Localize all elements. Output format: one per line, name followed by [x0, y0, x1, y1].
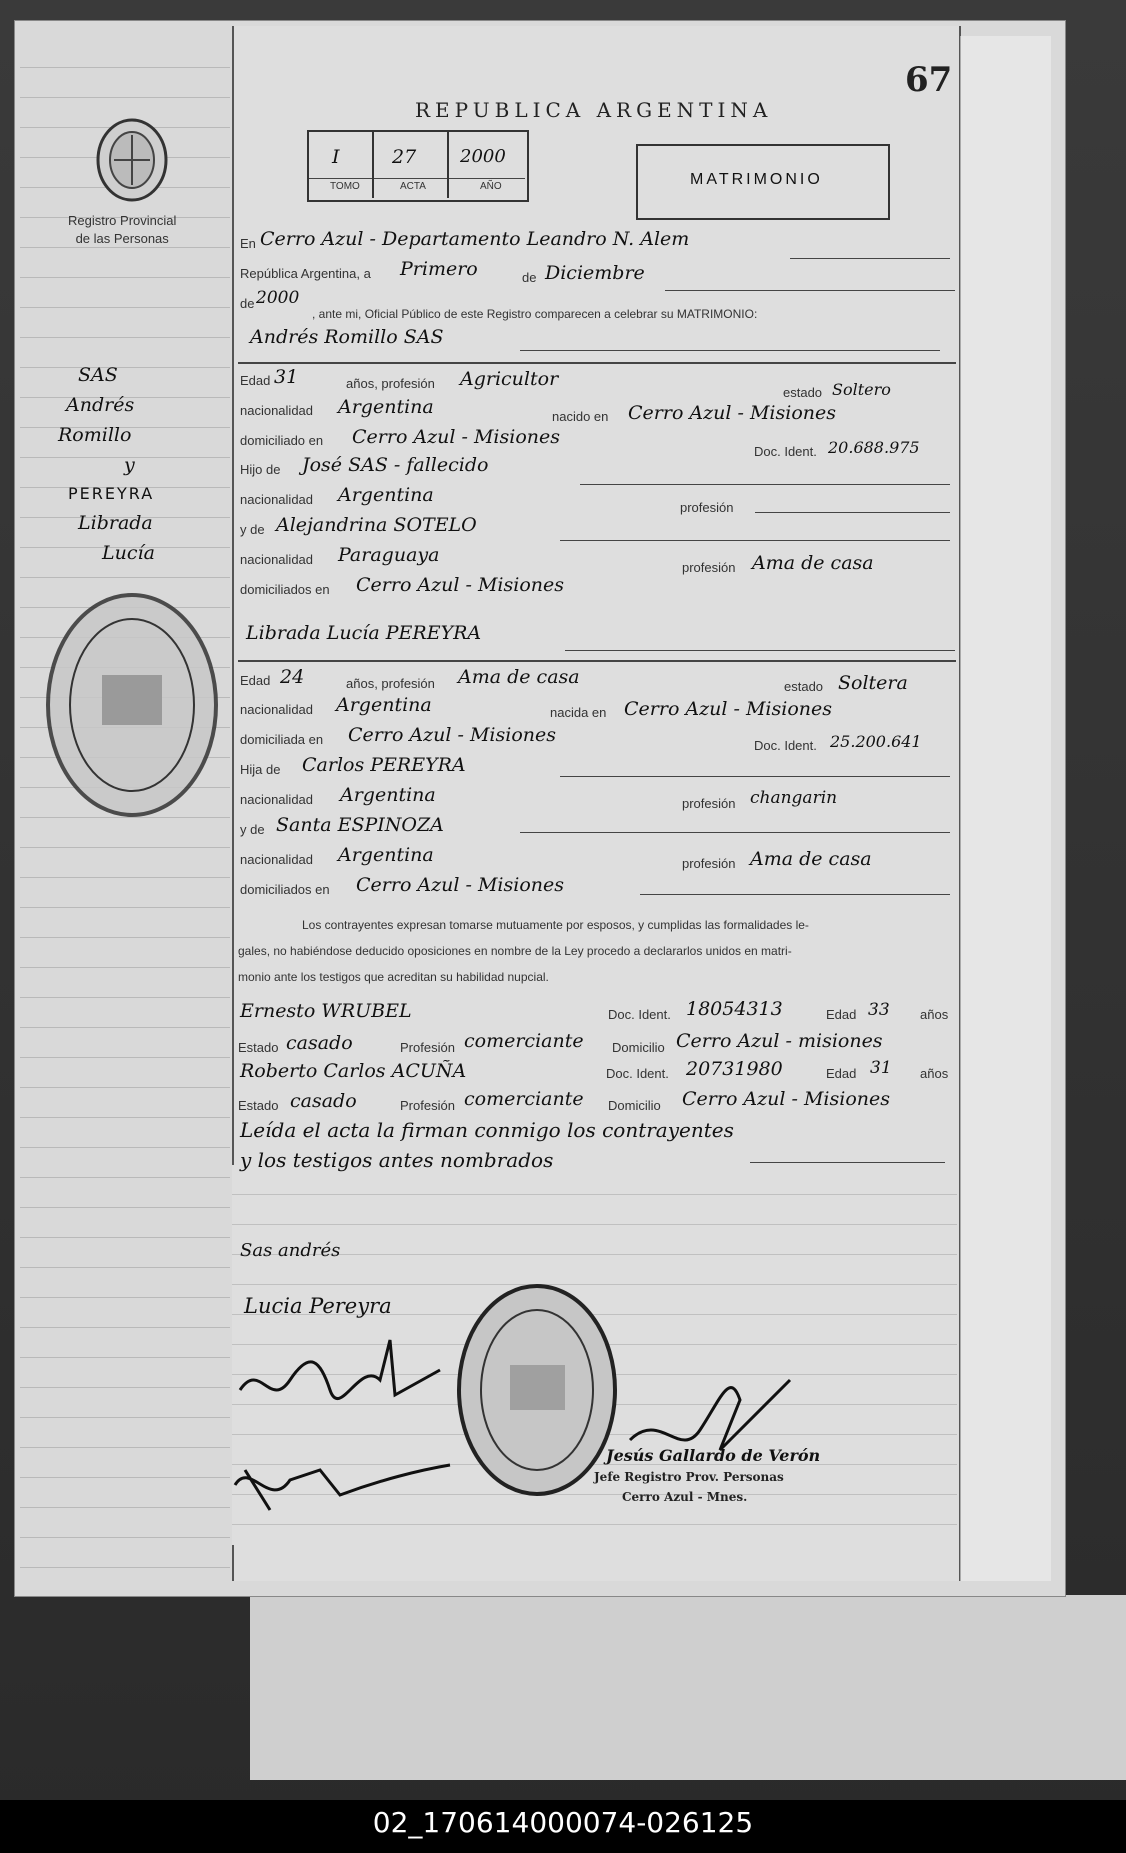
- witness-2-prof-label: Profesión: [400, 1098, 455, 1113]
- declaration-line-3: monio ante los testigos que acreditan su habilidad nupcial.: [238, 970, 549, 984]
- groom-domicile: Cerro Azul - Misiones: [352, 426, 560, 448]
- bride-father: Carlos PEREYRA: [302, 754, 466, 776]
- bride-parents-dom-label: domiciliados en: [240, 882, 330, 897]
- witness-1-dom-label: Domicilio: [612, 1040, 665, 1055]
- groom-edad-label: Edad: [240, 373, 271, 388]
- witness-signatures-icon: [230, 1320, 460, 1520]
- witness-2-estado-label: Estado: [238, 1098, 279, 1113]
- bride-mother-nat-label: nacionalidad: [240, 852, 314, 867]
- bride-mother-prof-label: profesión: [682, 856, 736, 871]
- groom-nacido-label: nacido en: [552, 409, 609, 424]
- groom-parents-dom-label: domiciliados en: [240, 582, 330, 597]
- intro-text: , ante mi, Oficial Público de este Registro comparecen a celebrar su MATRIMONIO:: [312, 307, 758, 321]
- margin-name-1: SAS: [78, 364, 118, 386]
- bride-nationality: Argentina: [336, 694, 432, 716]
- margin-name-7: Lucía: [102, 542, 155, 564]
- declaration-line-1: Los contrayentes expresan tomarse mutuamente por esposos, y cumplidas las formalidades le-: [302, 918, 809, 932]
- bride-nac-label: nacionalidad: [240, 702, 314, 717]
- margin-name-6: Librada: [78, 512, 153, 534]
- groom-hijo-label: Hijo de: [240, 462, 281, 477]
- acta-value: 27: [392, 146, 417, 168]
- coat-of-arms-icon: [92, 115, 172, 205]
- bride-mother-prof: Ama de casa: [750, 848, 872, 870]
- tomo-value: I: [332, 146, 340, 168]
- witness-1-estado-label: Estado: [238, 1040, 279, 1055]
- groom-name: Andrés Romillo SAS: [250, 326, 444, 348]
- record-type: MATRIMONIO: [690, 171, 823, 188]
- bride-yde-label: y de: [240, 822, 265, 837]
- bride-age: 24: [280, 666, 305, 688]
- witness-2-doc: 20731980: [686, 1058, 783, 1080]
- witness-2-name: Roberto Carlos ACUÑA: [240, 1060, 467, 1082]
- acta-label: ACTA: [400, 181, 426, 192]
- margin-name-4: y: [124, 454, 135, 476]
- declaration-line-2: gales, no habiéndose deducido oposiciones en nombre de la Ley procedo a declararlos unidos en matri-: [238, 944, 792, 958]
- groom-mother-nat-label: nacionalidad: [240, 552, 314, 567]
- intro-year: 2000: [256, 288, 300, 308]
- groom-mother: Alejandrina SOTELO: [276, 514, 477, 536]
- groom-father-prof-label: profesión: [680, 500, 734, 515]
- page-number: 67: [905, 60, 953, 100]
- official-name: Jesús Gallardo de Verón: [606, 1446, 821, 1465]
- groom-born: Cerro Azul - Misiones: [628, 402, 836, 424]
- margin-name-3: Romillo: [58, 424, 132, 446]
- margin-name-2: Andrés: [66, 394, 135, 416]
- witness-2-dom: Cerro Azul - Misiones: [682, 1088, 890, 1110]
- intro-month: Diciembre: [545, 262, 645, 284]
- tomo-label: TOMO: [330, 181, 360, 192]
- intro-day: Primero: [400, 258, 478, 280]
- groom-father-nat-label: nacionalidad: [240, 492, 314, 507]
- intro-en-label: En: [240, 236, 256, 251]
- bride-domicile: Cerro Azul - Misiones: [348, 724, 556, 746]
- registry-label: Registro Provincial de las Personas: [68, 213, 177, 246]
- groom-father-nat: Argentina: [338, 484, 434, 506]
- witness-1-prof-label: Profesión: [400, 1040, 455, 1055]
- page-edge: [960, 36, 1051, 1581]
- underlying-page: [250, 1595, 1126, 1780]
- bride-mother: Santa ESPINOZA: [276, 814, 444, 836]
- registry-seal-icon: [44, 590, 224, 820]
- bride-dom-label: domiciliada en: [240, 732, 324, 747]
- ano-label: AÑO: [480, 181, 502, 192]
- image-identifier: 02_170614000074-026125: [372, 1806, 754, 1839]
- witness-1-age: 33: [868, 1000, 890, 1020]
- bride-signature: Lucia Pereyra: [244, 1294, 392, 1318]
- bride-parents-dom: Cerro Azul - Misiones: [356, 874, 564, 896]
- groom-age: 31: [274, 366, 299, 388]
- witness-2-dom-label: Domicilio: [608, 1098, 661, 1113]
- witness-1-anos-label: años: [920, 1007, 949, 1022]
- groom-dom-label: domiciliado en: [240, 433, 324, 448]
- witness-1-edad-label: Edad: [826, 1007, 857, 1022]
- official-title: Jefe Registro Prov. Personas: [594, 1470, 784, 1484]
- bride-hija-label: Hija de: [240, 762, 281, 777]
- intro-year-label: de: [240, 296, 255, 311]
- groom-estado: Soltero: [832, 380, 891, 399]
- witness-1-dom: Cerro Azul - misiones: [676, 1030, 883, 1052]
- groom-nationality: Argentina: [338, 396, 434, 418]
- closing-line-1: Leída el acta la firman conmigo los contrayentes: [240, 1118, 734, 1142]
- groom-nac-label: nacionalidad: [240, 403, 314, 418]
- bride-prof-label: años, profesión: [346, 676, 435, 691]
- bride-estado-label: estado: [784, 679, 824, 694]
- bride-nacida-label: nacida en: [550, 705, 607, 720]
- bride-profession: Ama de casa: [458, 666, 580, 688]
- witness-1-doc-label: Doc. Ident.: [608, 1007, 671, 1022]
- bride-name: Librada Lucía PEREYRA: [246, 622, 482, 644]
- groom-estado-label: estado: [783, 385, 823, 400]
- witness-2-edad-label: Edad: [826, 1066, 857, 1081]
- witness-1-estado: casado: [286, 1032, 353, 1054]
- groom-prof-label: años, profesión: [346, 376, 435, 391]
- witness-2-doc-label: Doc. Ident.: [606, 1066, 669, 1081]
- groom-mother-prof: Ama de casa: [752, 552, 874, 574]
- groom-mother-prof-label: profesión: [682, 560, 736, 575]
- bride-born: Cerro Azul - Misiones: [624, 698, 832, 720]
- bride-father-nat-label: nacionalidad: [240, 792, 314, 807]
- groom-doc-label: Doc. Ident.: [754, 444, 817, 459]
- groom-doc: 20.688.975: [828, 438, 920, 457]
- bride-father-nat: Argentina: [340, 784, 436, 806]
- bride-father-prof: changarin: [750, 788, 838, 808]
- groom-parents-dom: Cerro Azul - Misiones: [356, 574, 564, 596]
- witness-2-prof: comerciante: [464, 1088, 584, 1110]
- country-heading: REPUBLICA ARGENTINA: [415, 98, 773, 122]
- bride-father-prof-label: profesión: [682, 796, 736, 811]
- ano-value: 2000: [460, 146, 506, 167]
- official-place: Cerro Azul - Mnes.: [622, 1490, 748, 1504]
- witness-1-doc: 18054313: [686, 998, 783, 1020]
- bride-edad-label: Edad: [240, 673, 271, 688]
- closing-line-2: y los testigos antes nombrados: [240, 1148, 554, 1172]
- groom-signature: Sas andrés: [240, 1240, 341, 1261]
- groom-profession: Agricultor: [460, 368, 559, 390]
- groom-father: José SAS - fallecido: [302, 454, 489, 476]
- groom-yde-label: y de: [240, 522, 265, 537]
- bride-mother-nat: Argentina: [338, 844, 434, 866]
- witness-1-prof: comerciante: [464, 1030, 584, 1052]
- witness-2-estado: casado: [290, 1090, 357, 1112]
- witness-2-anos-label: años: [920, 1066, 949, 1081]
- bride-doc-label: Doc. Ident.: [754, 738, 817, 753]
- intro-de-label: de: [522, 270, 537, 285]
- bride-doc: 25.200.641: [830, 732, 922, 751]
- margin-name-5: PEREYRA: [68, 484, 155, 503]
- groom-mother-nat: Paraguaya: [338, 544, 440, 566]
- bride-estado: Soltera: [838, 672, 908, 694]
- intro-republica-label: República Argentina, a: [240, 266, 371, 281]
- witness-1-name: Ernesto WRUBEL: [240, 1000, 412, 1022]
- witness-2-age: 31: [870, 1058, 892, 1078]
- official-seal-icon: [455, 1280, 625, 1500]
- intro-place: Cerro Azul - Departamento Leandro N. Alem: [260, 228, 690, 250]
